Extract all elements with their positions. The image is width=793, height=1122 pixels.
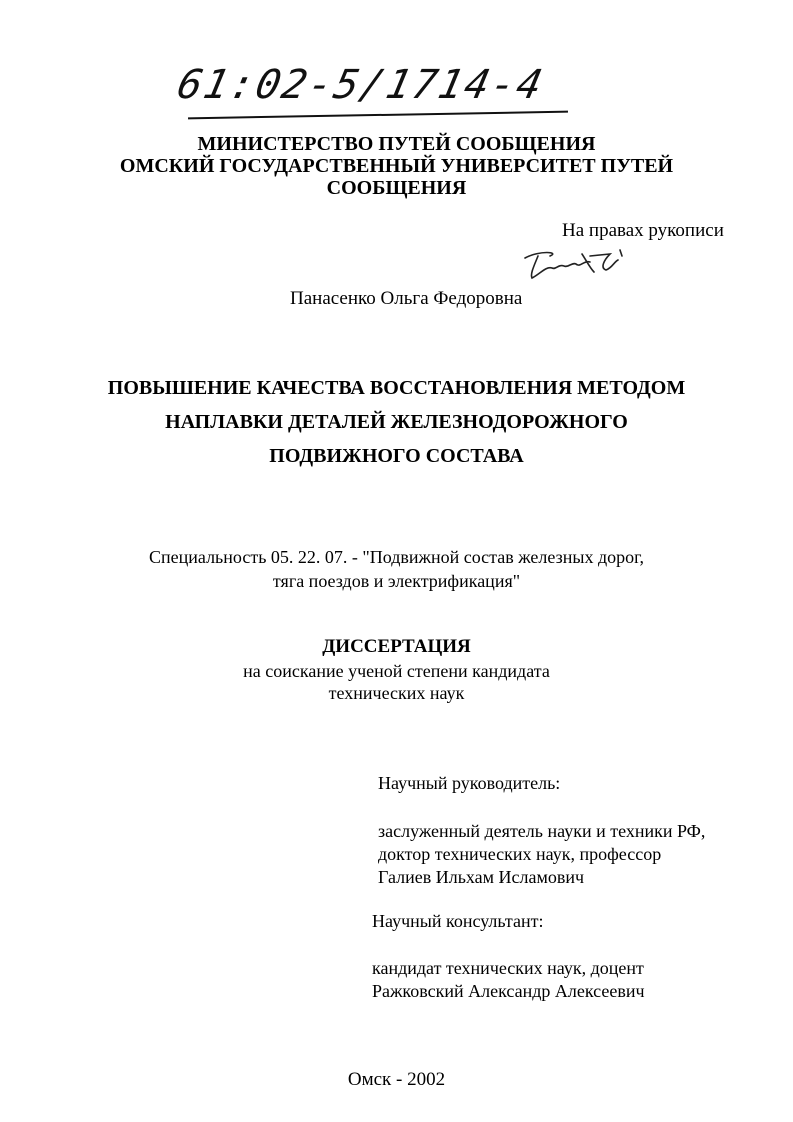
city-year: Омск - 2002: [347, 1069, 446, 1090]
consultant-line-1: кандидат технических наук, доцент: [372, 958, 644, 978]
supervisor-line-1: заслуженный деятель науки и техники РФ,: [378, 821, 706, 841]
supervisor-line-2: доктор технических наук, профессор: [378, 844, 662, 864]
title-line-2: НАПЛАВКИ ДЕТАЛЕЙ ЖЕЛЕЗНОДОРОЖНОГО: [165, 411, 628, 433]
signature-icon: [520, 246, 630, 286]
manuscript-note: На правах рукописи: [562, 220, 724, 241]
ministry-line-3: СООБЩЕНИЯ: [326, 177, 467, 199]
archive-code-underline: [188, 111, 568, 120]
consultant-label: Научный консультант:: [372, 911, 544, 931]
dissertation-heading: ДИССЕРТАЦИЯ: [322, 636, 471, 657]
title-line-1: ПОВЫШЕНИЕ КАЧЕСТВА ВОССТАНОВЛЕНИЯ МЕТОДОМ: [107, 377, 686, 399]
archive-code-handwritten: 61:02-5/1714-4: [173, 62, 549, 108]
supervisor-name: Галиев Ильхам Исламович: [378, 867, 585, 887]
specialty-line-1: Специальность 05. 22. 07. - "Подвижной состав железных дорог,: [149, 547, 644, 567]
supervisor-label: Научный руководитель:: [378, 773, 561, 793]
ministry-line-2: ОМСКИЙ ГОСУДАРСТВЕННЫЙ УНИВЕРСИТЕТ ПУТЕЙ: [119, 155, 674, 177]
specialty-line-2: тяга поездов и электрификация": [272, 571, 521, 591]
dissertation-line-2: технических наук: [328, 683, 465, 703]
consultant-name: Ражковский Александр Алексеевич: [372, 981, 645, 1001]
author-name: Панасенко Ольга Федоровна: [290, 288, 523, 309]
dissertation-line-1: на соискание ученой степени кандидата: [243, 661, 550, 681]
ministry-line-1: МИНИСТЕРСТВО ПУТЕЙ СООБЩЕНИЯ: [197, 133, 596, 155]
title-line-3: ПОДВИЖНОГО СОСТАВА: [269, 445, 524, 467]
